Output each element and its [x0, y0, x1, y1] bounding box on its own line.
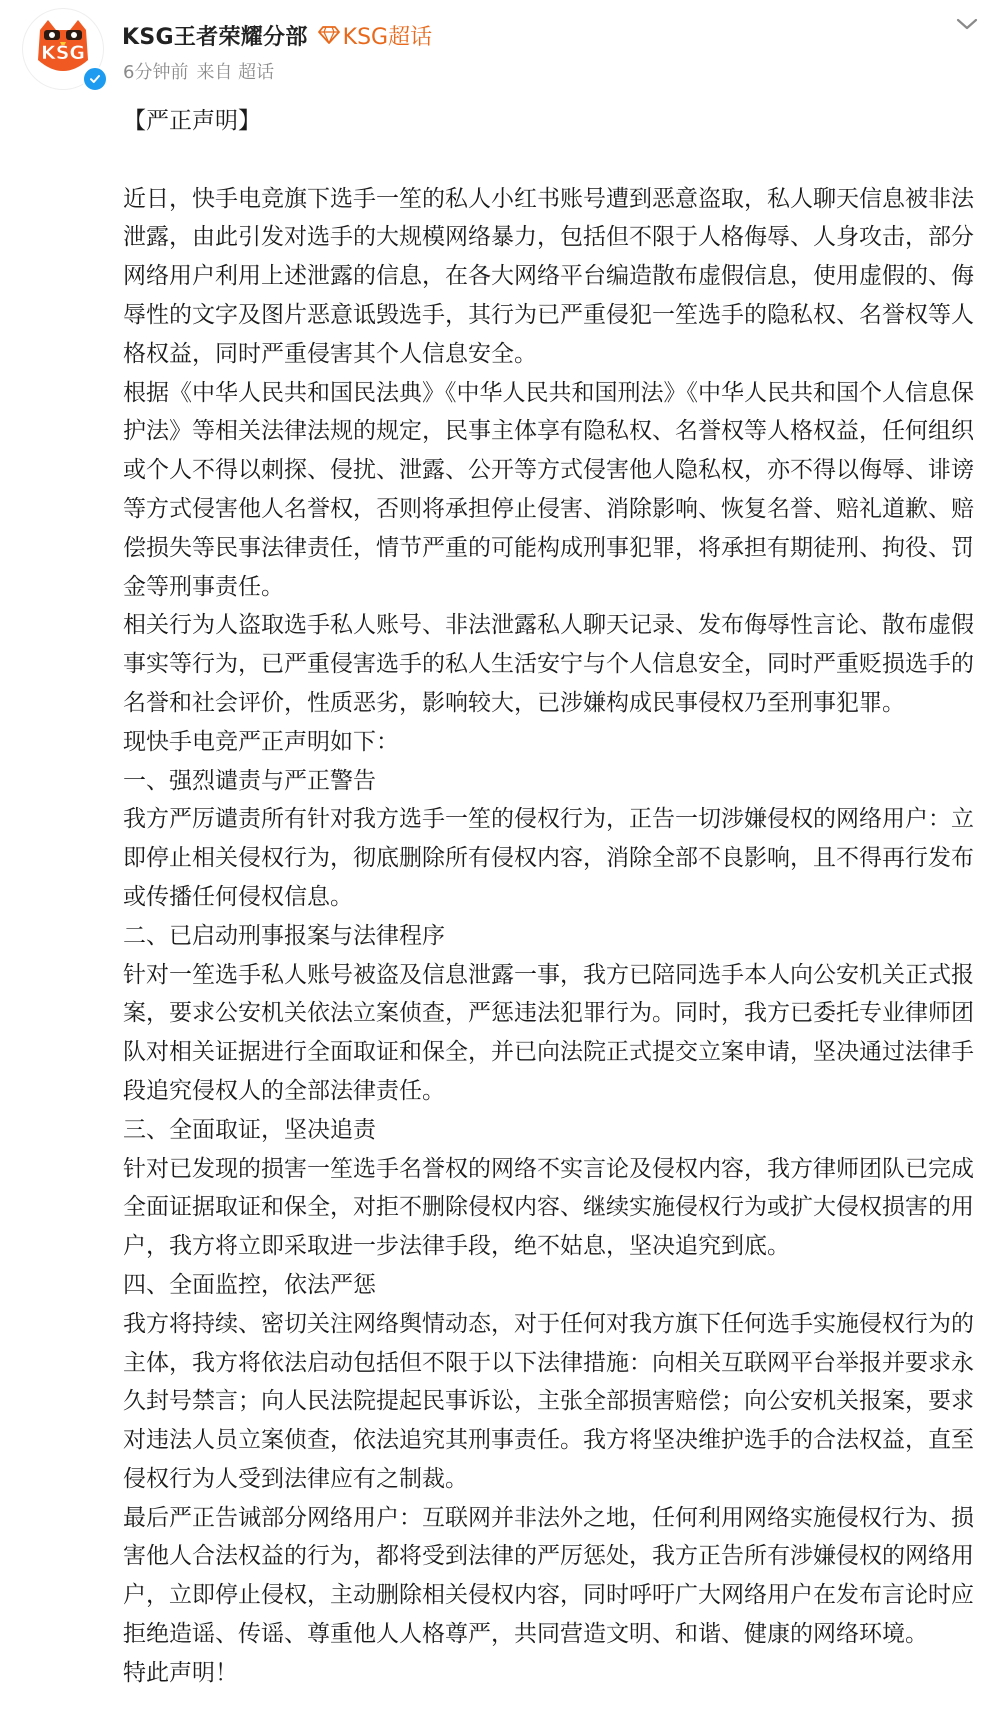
supertopic-label: KSG超话 [342, 24, 433, 50]
paragraph-2: 根据《中华人民共和国民法典》《中华人民共和国刑法》《中华人民共和国个人信息保护法》等相关法律法规的规定，民事主体享有隐私权、名誉权等人格权益，任何组织或个人不得以刺探、侵扰、泄露、公开等方式侵害他人隐私权，亦不得以侮辱、诽谤等方式侵害他人名誉权，否则将承担停止侵害、消除影响、恢复名誉、赔礼道歉、赔偿损失等民事法律责任，情节严重的可能构成刑事犯罪，将承担有期徒刑、拘役、罚金等刑事责任。 [123, 379, 974, 600]
post-time: 6分钟前 [123, 62, 189, 83]
diamond-icon [318, 25, 340, 45]
closing-line: 特此声明！ [123, 1659, 238, 1686]
user-line [122, 18, 432, 52]
paragraph-7: 针对已发现的损害一笙选手名誉权的网络不实言论及侵权内容，我方律师团队已完成全面证据取证和保全，对拒不删除侵权内容、继续实施侵权行为或扩大侵权损害的用户，我方将立即采取进一步法律手段，绝不姑息，坚决追究到底。 [123, 1155, 974, 1260]
paragraph-5: 我方严厉谴责所有针对我方选手一笙的侵权行为，正告一切涉嫌侵权的网络用户：立即停止相关侵权行为，彻底删除所有侵权内容，消除全部不良影响，且不得再行发布或传播任何侵权信息。 [123, 806, 974, 910]
verified-badge-icon [82, 66, 108, 92]
paragraph-6: 针对一笙选手私人账号被盗及信息泄露一事，我方已陪同选手本人向公安机关正式报案，要求公安机关依法立案侦查，严惩违法犯罪行为。同时，我方已委托专业律师团队对相关证据进行全面取证和保全，并已向法院正式提交立案申请，坚决通过法律手段追究侵权人的全部法律责任。 [123, 961, 974, 1104]
post-meta [123, 58, 274, 84]
section-heading-3: 三、全面取证，坚决追责 [123, 1116, 376, 1143]
svg-text:KSG: KSG [40, 42, 86, 64]
supertopic-link[interactable] [318, 20, 432, 51]
paragraph-1: 近日，快手电竞旗下选手一笙的私人小红书账号遭到恶意盗取，私人聊天信息被非法泄露，由此引发对选手的大规模网络暴力，包括但不限于人格侮辱、人身攻击，部分网络用户利用上述泄露的信息，在各大网络平台编造散布虚假信息，使用虚假的、侮辱性的文字及图片恶意诋毁选手，其行为已严重侵犯一笙选手的隐私权、名誉权等人格权益，同时严重侵害其个人信息安全。 [123, 185, 974, 367]
post-content [123, 102, 993, 1693]
user-name[interactable]: KSG王者荣耀分部 [122, 24, 308, 50]
paragraph-3: 相关行为人盗取选手私人账号、非法泄露私人聊天记录、发布侮辱性言论、散布虚假事实等行为，已严重侵害选手的私人生活安宁与个人信息安全，同时严重贬损选手的名誉和社会评价，性质恶劣，影响较大，已涉嫌构成民事侵权乃至刑事犯罪。 [123, 612, 974, 716]
paragraph-8: 我方将持续、密切关注网络舆情动态，对于任何对我方旗下任何选手实施侵权行为的主体，我方将依法启动包括但不限于以下法律措施：向相关互联网平台举报并要求永久封号禁言；向人民法院提起民事诉讼，主张全部损害赔偿；向公安机关报案，要求对违法人员立案侦查，依法追究其刑事责任。我方将坚决维护选手的合法权益，直至侵权行为人受到法律应有之制裁。 [123, 1310, 974, 1492]
avatar[interactable] [22, 8, 104, 90]
paragraph-4: 现快手电竞严正声明如下： [123, 728, 399, 755]
paragraph-9: 最后严正告诫部分网络用户：互联网并非法外之地，任何利用网络实施侵权行为、损害他人合法权益的行为，都将受到法律的严厉惩处，我方正告所有涉嫌侵权的网络用户，立即停止侵权，主动删除相关侵权内容，同时呼吁广大网络用户在发布言论时应拒绝造谣、传谣、尊重他人人格尊严，共同营造文明、和谐、健康的网络环境。 [123, 1504, 974, 1648]
paragraph-spacer [123, 141, 993, 180]
statement-title: 【严正声明】 [123, 108, 261, 134]
section-heading-1: 一、强烈谴责与严正警告 [123, 767, 376, 794]
section-heading-2: 二、已启动刑事报案与法律程序 [123, 922, 445, 949]
post-source[interactable]: 来自 超话 [196, 62, 275, 83]
chevron-down-icon[interactable] [954, 14, 980, 34]
section-heading-4: 四、全面监控，依法严惩 [123, 1271, 376, 1298]
